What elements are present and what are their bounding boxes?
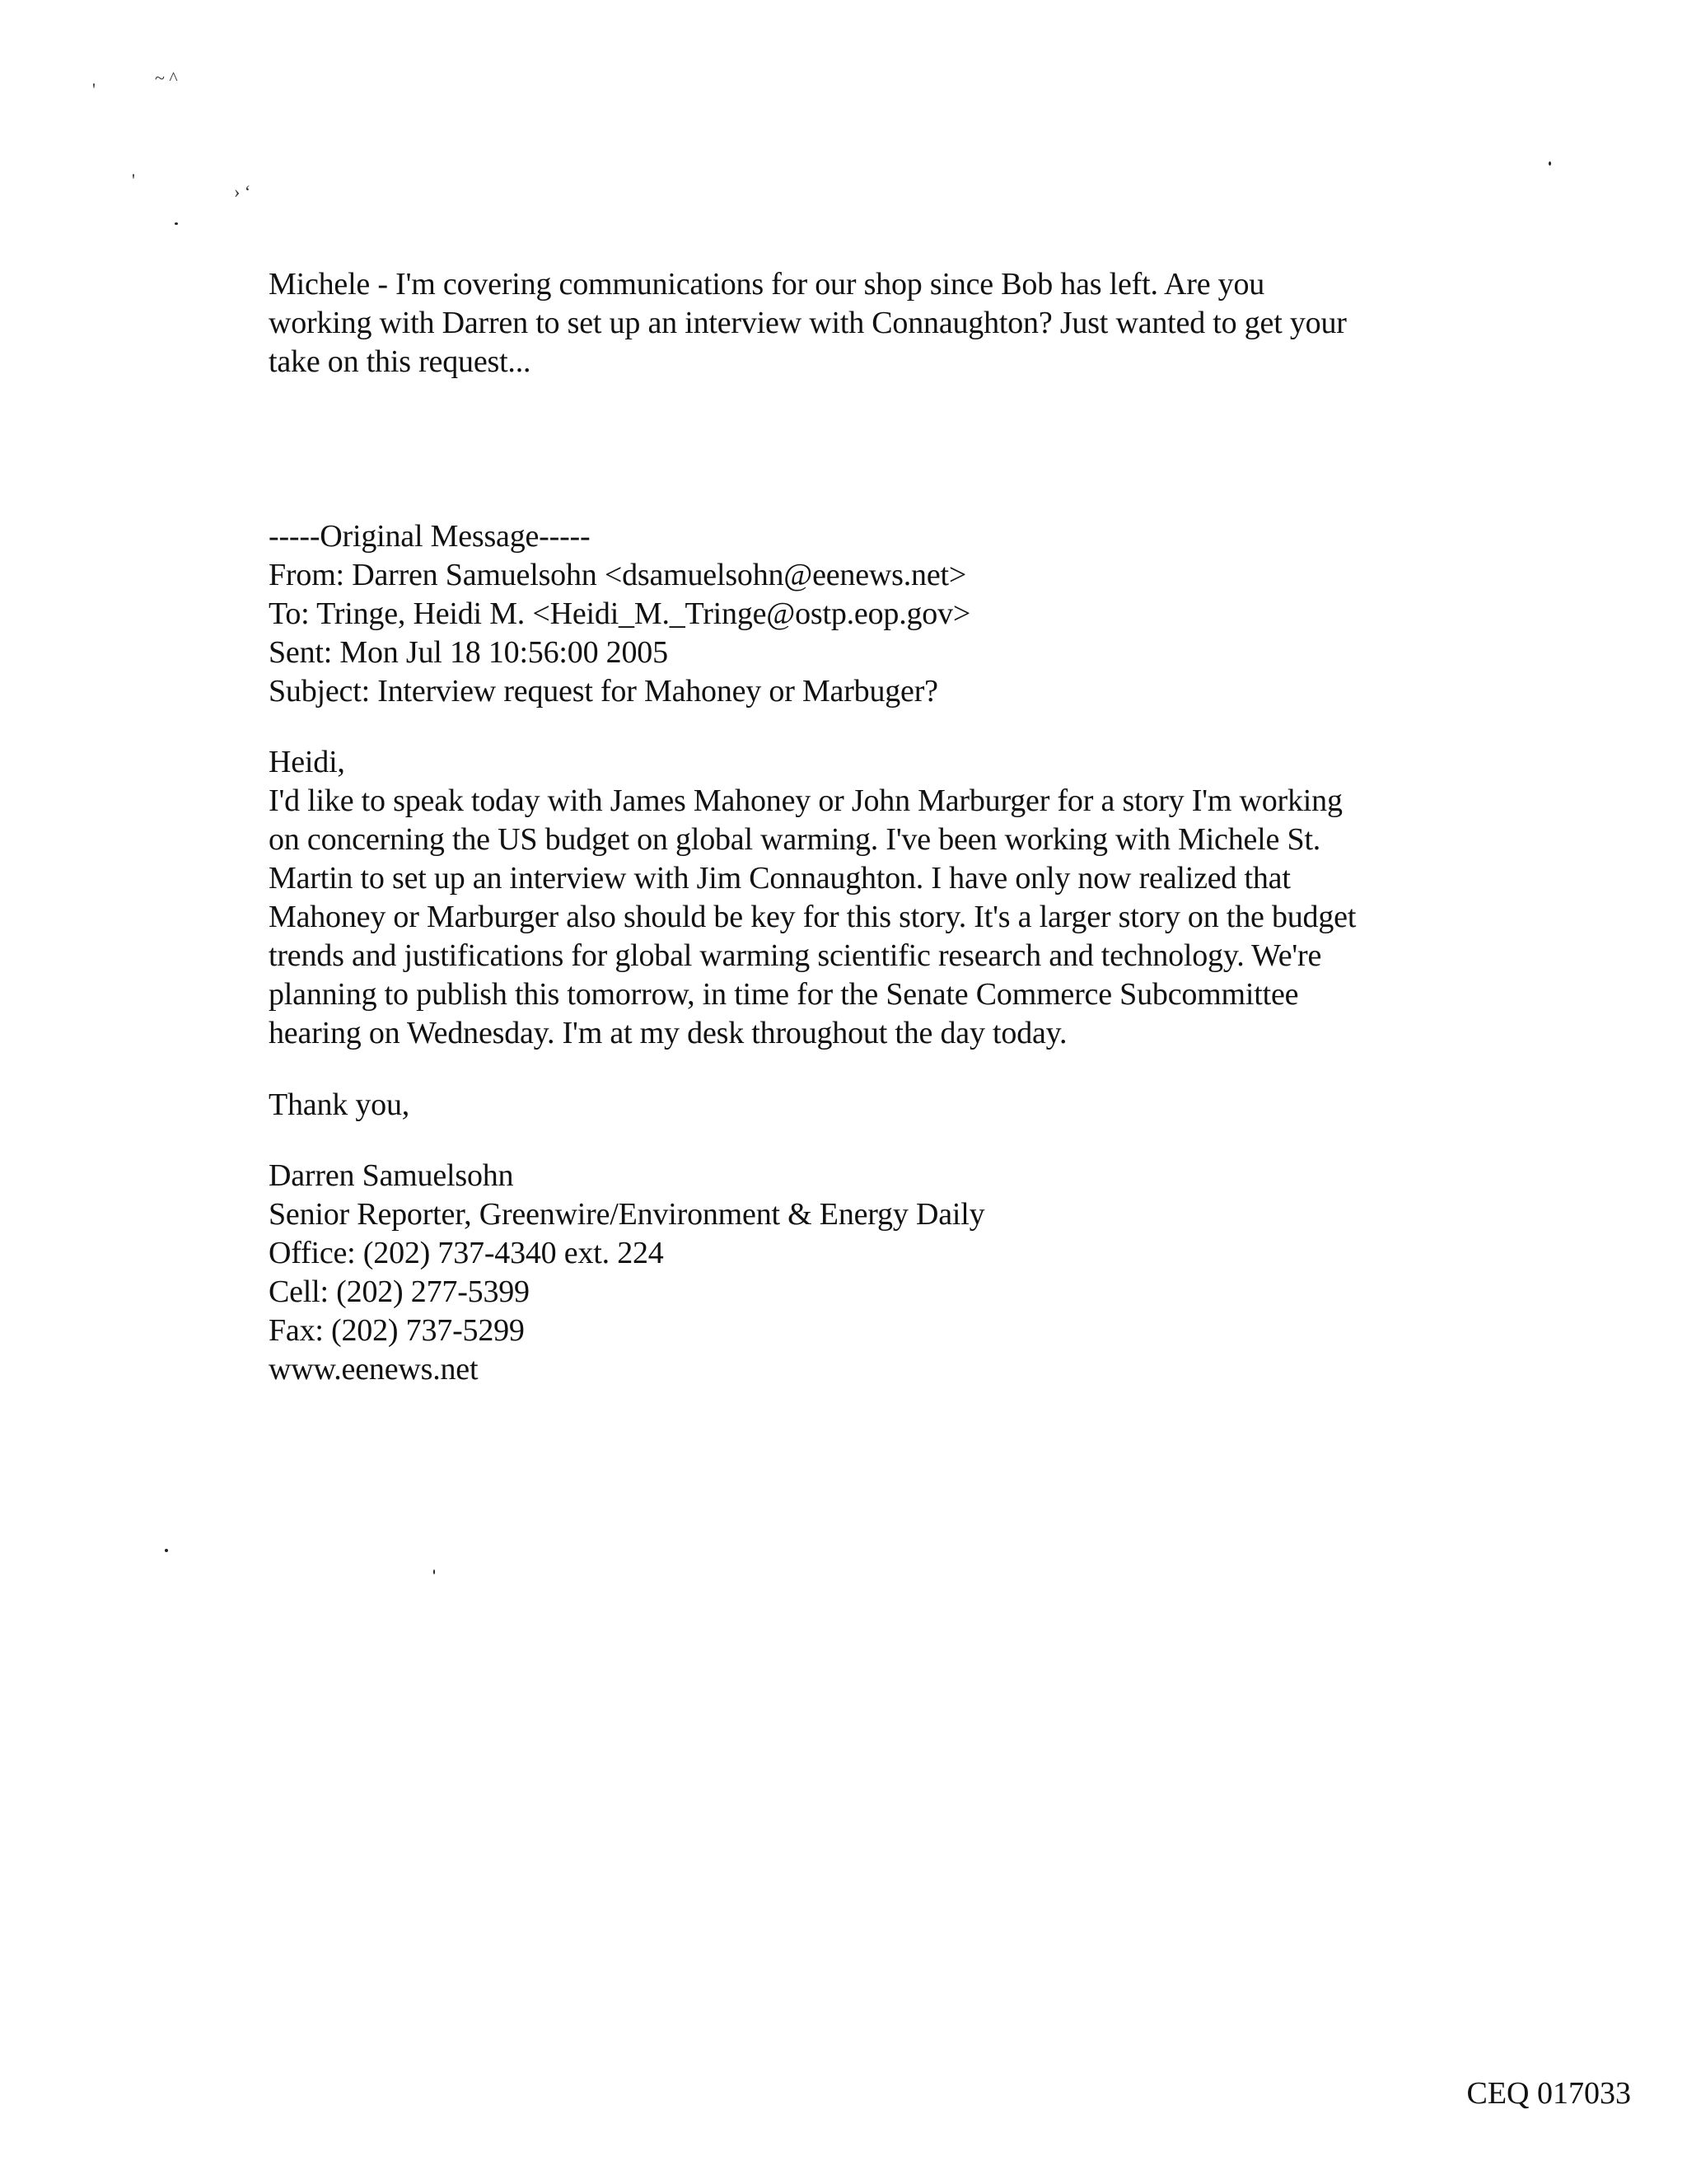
body-line: I'd like to speak today with James Mahoney or John Marburger for a story I'm working: [269, 783, 1343, 818]
header-subject: Subject: Interview request for Mahoney or Marbuger?: [269, 674, 938, 709]
body-line: planning to publish this tomorrow, in time for the Senate Commerce Subcommittee: [269, 977, 1299, 1012]
body-line: on concerning the US budget on global warming. I've been working with Michele St.: [269, 822, 1321, 857]
signature-website: www.eenews.net: [269, 1352, 479, 1387]
body-line: Mahoney or Marburger also should be key for this story. It's a larger story on the budget: [269, 900, 1357, 934]
signature-cell: Cell: (202) 277-5399: [269, 1274, 530, 1309]
header-sent: Sent: Mon Jul 18 10:56:00 2005: [269, 635, 668, 670]
scan-mark: ': [132, 170, 135, 190]
signature-name: Darren Samuelsohn: [269, 1158, 514, 1193]
scan-mark: ': [92, 79, 96, 100]
scan-mark: › ‘: [234, 181, 251, 202]
scan-speck: [175, 222, 178, 225]
signature-fax: Fax: (202) 737-5299: [269, 1313, 525, 1348]
body-line: Martin to set up an interview with Jim Connaughton. I have only now realized that: [269, 861, 1291, 896]
intro-line: take on this request...: [269, 344, 531, 379]
header-from: From: Darren Samuelsohn <dsamuelsohn@eenews.net>: [269, 558, 967, 592]
scan-speck: [165, 1549, 168, 1552]
scan-speck: [1549, 161, 1551, 166]
intro-line: Michele - I'm covering communications for our shop since Bob has left. Are you: [269, 267, 1265, 302]
bates-number: CEQ 017033: [1466, 2076, 1631, 2111]
body-greeting: Heidi,: [269, 745, 345, 779]
signature-title: Senior Reporter, Greenwire/Environment & Energy Daily: [269, 1197, 985, 1232]
body-closing: Thank you,: [269, 1087, 410, 1122]
original-message-divider: -----Original Message-----: [269, 519, 591, 554]
body-line: hearing on Wednesday. I'm at my desk throughout the day today.: [269, 1016, 1068, 1050]
body-line: trends and justifications for global warming scientific research and technology. We're: [269, 938, 1322, 973]
scan-mark: ~ ^: [155, 68, 178, 88]
scan-speck: [433, 1569, 435, 1574]
signature-office: Office: (202) 737-4340 ext. 224: [269, 1236, 664, 1270]
intro-line: working with Darren to set up an interview with Connaughton? Just wanted to get your: [269, 306, 1347, 340]
header-to: To: Tringe, Heidi M. <Heidi_M._Tringe@ostp.eop.gov>: [269, 596, 971, 631]
